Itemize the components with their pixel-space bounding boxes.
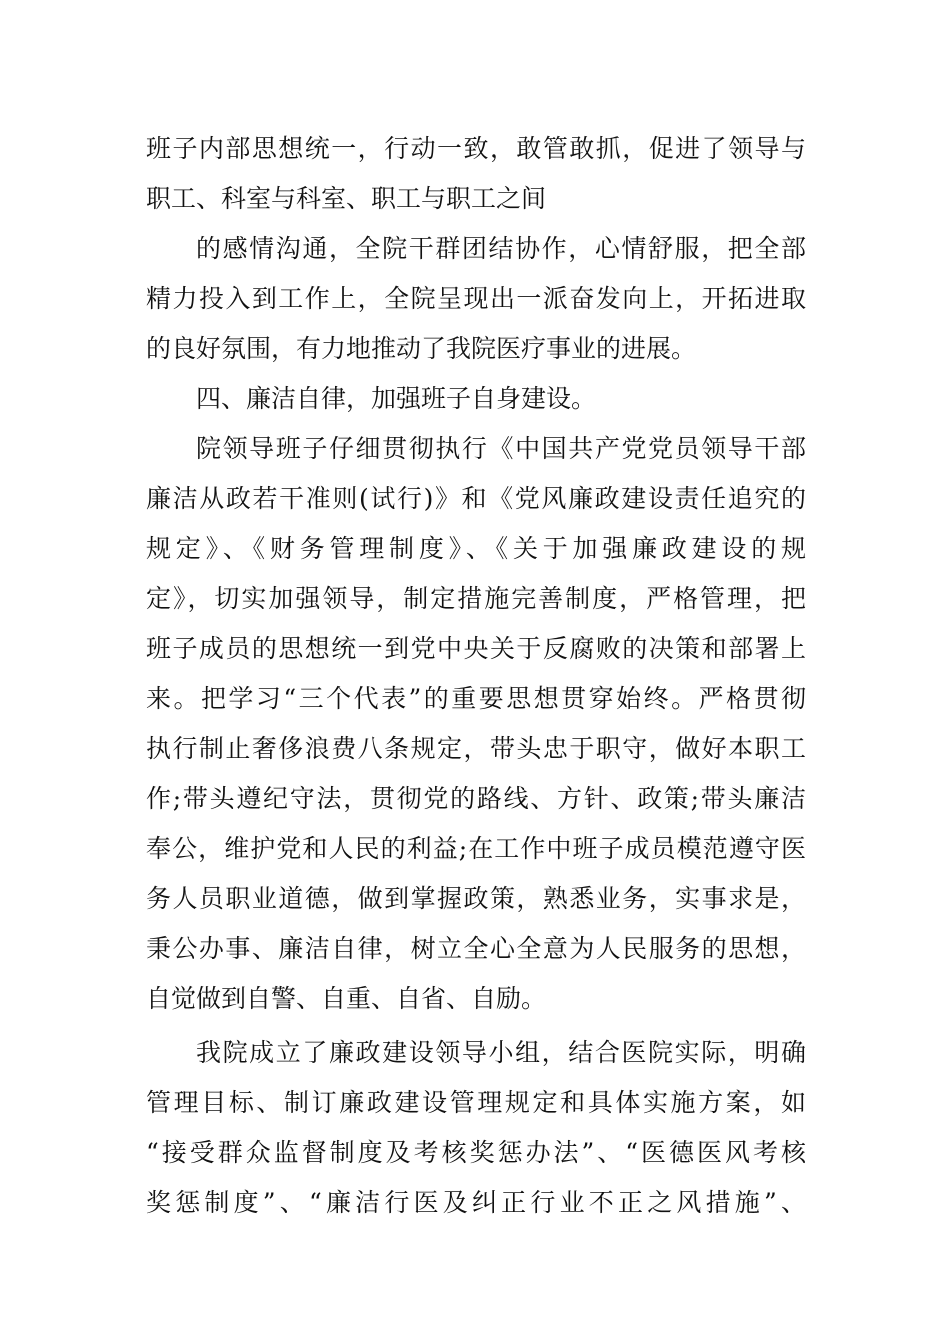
paragraph-line: 班子成员的思想统一到党中央关于反腐败的决策和部署上: [146, 634, 806, 663]
paragraph-line: 院领导班子仔细贯彻执行《中国共产党党员领导干部: [196, 434, 806, 463]
paragraph-line: 秉公办事、廉洁自律，树立全心全意为人民服务的思想，: [146, 934, 806, 963]
paragraph-line: 自觉做到自警、自重、自省、自励。: [146, 984, 547, 1013]
paragraph-line: 作;带头遵纪守法，贯彻党的路线、方针、政策;带头廉洁: [146, 784, 806, 813]
paragraph-line: 规定》、《财务管理制度》、《关于加强廉政建设的规: [146, 534, 806, 563]
section-heading: 四、廉洁自律，加强班子自身建设。: [196, 384, 597, 413]
document-body: [146, 124, 806, 1228]
paragraph-line: 的良好氛围，有力地推动了我院医疗事业的进展。: [146, 334, 697, 363]
paragraph-line: 精力投入到工作上，全院呈现出一派奋发向上，开拓进取: [146, 284, 806, 313]
paragraph-line: 奖惩制度”、“廉洁行医及纠正行业不正之风措施”、: [146, 1188, 806, 1217]
paragraph-line: “接受群众监督制度及考核奖惩办法”、“医德医风考核: [146, 1138, 806, 1167]
paragraph-line: 来。把学习“三个代表”的重要思想贯穿始终。严格贯彻: [146, 684, 806, 713]
paragraph-line: 廉洁从政若干准则(试行)》和《党风廉政建设责任追究的: [146, 484, 806, 513]
paragraph-line: 务人员职业道德，做到掌握政策，熟悉业务，实事求是，: [146, 884, 806, 913]
paragraph-line: 奉公，维护党和人民的利益;在工作中班子成员模范遵守医: [146, 834, 806, 863]
paragraph-line: 执行制止奢侈浪费八条规定，带头忠于职守，做好本职工: [146, 734, 806, 763]
paragraph-line: 我院成立了廉政建设领导小组，结合医院实际，明确: [196, 1038, 806, 1067]
paragraph-line: 管理目标、制订廉政建设管理规定和具体实施方案，如: [146, 1088, 806, 1117]
paragraph-line: 班子内部思想统一，行动一致，敢管敢抓，促进了领导与: [146, 134, 806, 163]
paragraph-line: 定》，切实加强领导，制定措施完善制度，严格管理，把: [146, 584, 806, 613]
paragraph-line: 的感情沟通，全院干群团结协作，心情舒服，把全部: [196, 234, 806, 263]
paragraph-line: 职工、科室与科室、职工与职工之间: [146, 184, 547, 213]
